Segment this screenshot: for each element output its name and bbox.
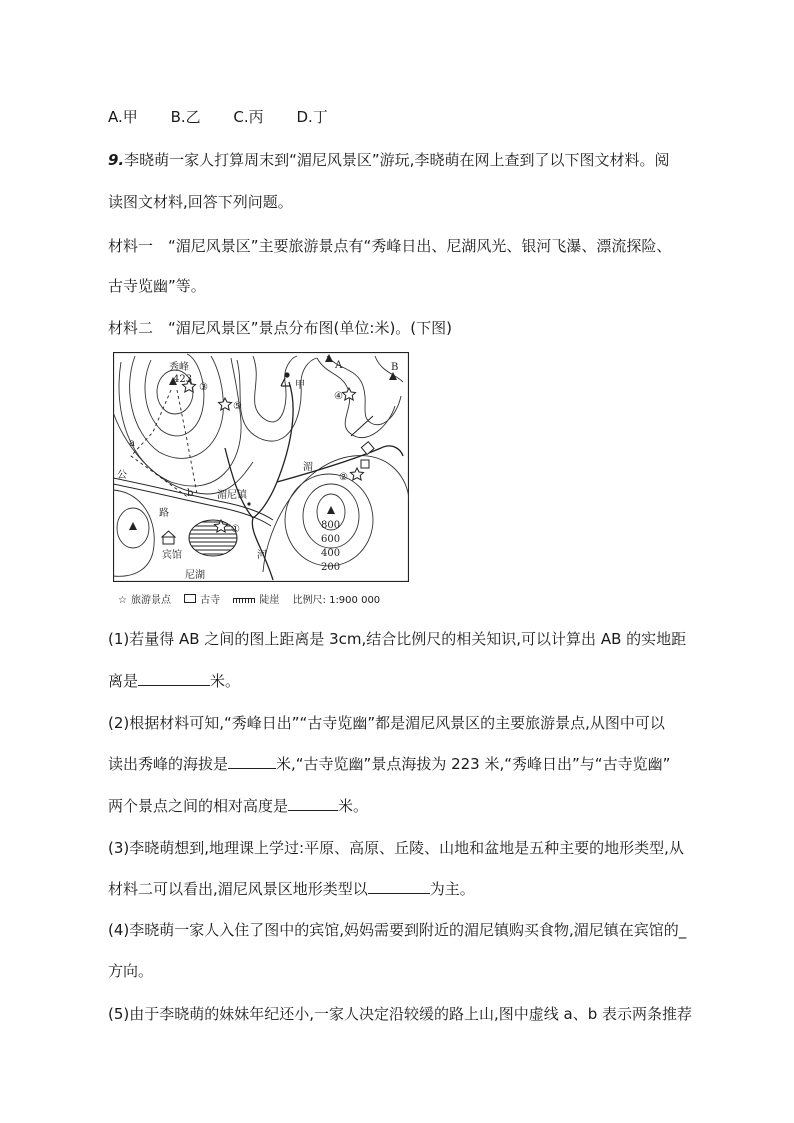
label-jia: 甲	[295, 380, 305, 391]
q2-line2-text: 读出秀峰的海拔是	[108, 755, 229, 773]
q4-line2: 方向。	[108, 962, 154, 980]
legend-cliff-icon	[233, 598, 255, 603]
q2-line2	[108, 753, 670, 774]
label-lu: 路	[159, 508, 169, 519]
legend-spot-label: 旅游景点	[130, 595, 171, 606]
q1-line2	[108, 670, 240, 691]
option-b: B.乙	[170, 108, 201, 126]
q1-line2-text: 离是	[108, 672, 139, 690]
option-d: D.丁	[296, 108, 328, 126]
answer-options	[108, 107, 356, 127]
q1-answer-blank[interactable]	[138, 670, 210, 686]
label-peak-name: 秀峰	[169, 362, 189, 373]
q9-number: 9.	[108, 151, 125, 169]
q9-intro-text1: 李晓萌一家人打算周末到“湄尼风景区”游玩,李晓萌在网上查到了以下图文材料。阅	[124, 151, 670, 169]
q2-line2-suffix: 米,“古寺览幽”景点海拔为 223 米,“秀峰日出”与“古寺览幽”	[276, 755, 671, 773]
q3-line1: (3)李晓萌想到,地理课上学过:平原、高原、丘陵、山地和盆地是五种主要的地形类型,从	[108, 839, 684, 857]
label-route-a: a	[129, 438, 135, 449]
option-c: C.丙	[233, 108, 264, 126]
q1-line1: (1)若量得 AB 之间的图上距离是 3cm,结合比例尺的相关知识,可以计算出 AB 的实地距	[108, 630, 687, 648]
temple-icon-2	[361, 460, 369, 468]
label-contour-800: 800	[321, 520, 341, 531]
label-spot-4: ④	[334, 391, 343, 402]
q3-line2-text: 材料二可以看出,湄尼风景区地形类型以	[108, 880, 368, 898]
q2-line3	[108, 795, 368, 816]
option-a: A.甲	[108, 108, 138, 126]
lake-ni	[189, 520, 237, 556]
label-contour-200: 200	[321, 562, 341, 573]
label-mei: 湄	[303, 462, 313, 473]
q1-line2-suffix: 米。	[210, 672, 241, 690]
label-contour-400: 400	[321, 548, 341, 559]
legend-cliff-label: 陡崖	[259, 595, 280, 606]
legend-temple-icon	[184, 594, 196, 603]
label-route-b: b	[187, 488, 194, 499]
label-river: 河	[257, 550, 267, 561]
q4-line1: (4)李晓萌一家人入住了图中的宾馆,妈妈需要到附近的湄尼镇购买食物,湄尼镇在宾馆的_	[108, 921, 687, 939]
label-lake: 尼湖	[185, 570, 205, 581]
town-dot	[247, 502, 250, 505]
label-a-peak: A	[335, 360, 343, 371]
q2-answer-blank1[interactable]	[228, 753, 276, 769]
label-b-peak: B	[391, 362, 399, 373]
label-spot-1: ①	[231, 524, 240, 535]
label-peak-height: 423	[173, 374, 193, 385]
q5-line1: (5)由于李晓萌的妹妹年纪还小,一家人决定沿较缓的路上山,图中虚线 a、b 表示两条推荐	[108, 1005, 693, 1023]
label-contour-600: 600	[321, 534, 341, 545]
legend-temple-label: 古寺	[200, 595, 221, 606]
material1-line1: 材料一 “湄尼风景区”主要旅游景点有“秀峰日出、尼湖风光、银河飞瀑、漂流探险、	[108, 237, 672, 255]
label-spot-3: ③	[199, 382, 208, 393]
q3-answer-blank[interactable]	[368, 878, 430, 894]
q3-line2	[108, 878, 475, 899]
label-spot-2: ②	[339, 472, 348, 483]
topographic-map	[113, 352, 409, 582]
q2-line3-suffix: 米。	[338, 797, 369, 815]
label-hotel: 宾馆	[162, 550, 182, 561]
q2-line3-text: 两个景点之间的相对高度是	[108, 797, 289, 815]
legend-scale: 比例尺: 1:900 000	[292, 595, 381, 606]
q2-answer-blank2[interactable]	[288, 795, 338, 811]
label-spot-5: ⑤	[233, 401, 242, 412]
material1-line2: 古寺览幽”等。	[108, 277, 206, 295]
label-town: 湄尼镇	[217, 490, 247, 501]
map-legend	[118, 591, 384, 606]
legend-star-icon: ☆	[118, 595, 127, 606]
q3-line2-suffix: 为主。	[429, 880, 475, 898]
q9-intro-line2: 读图文材料,回答下列问题。	[108, 193, 293, 211]
q9-intro-line1	[108, 150, 669, 170]
material2-caption: 材料二 “湄尼风景区”景点分布图(单位:米)。(下图)	[108, 319, 453, 337]
q2-line1: (2)根据材料可知,“秀峰日出”“古寺览幽”都是湄尼风景区的主要旅游景点,从图中可以	[108, 714, 665, 732]
label-gong: 公	[117, 470, 127, 481]
